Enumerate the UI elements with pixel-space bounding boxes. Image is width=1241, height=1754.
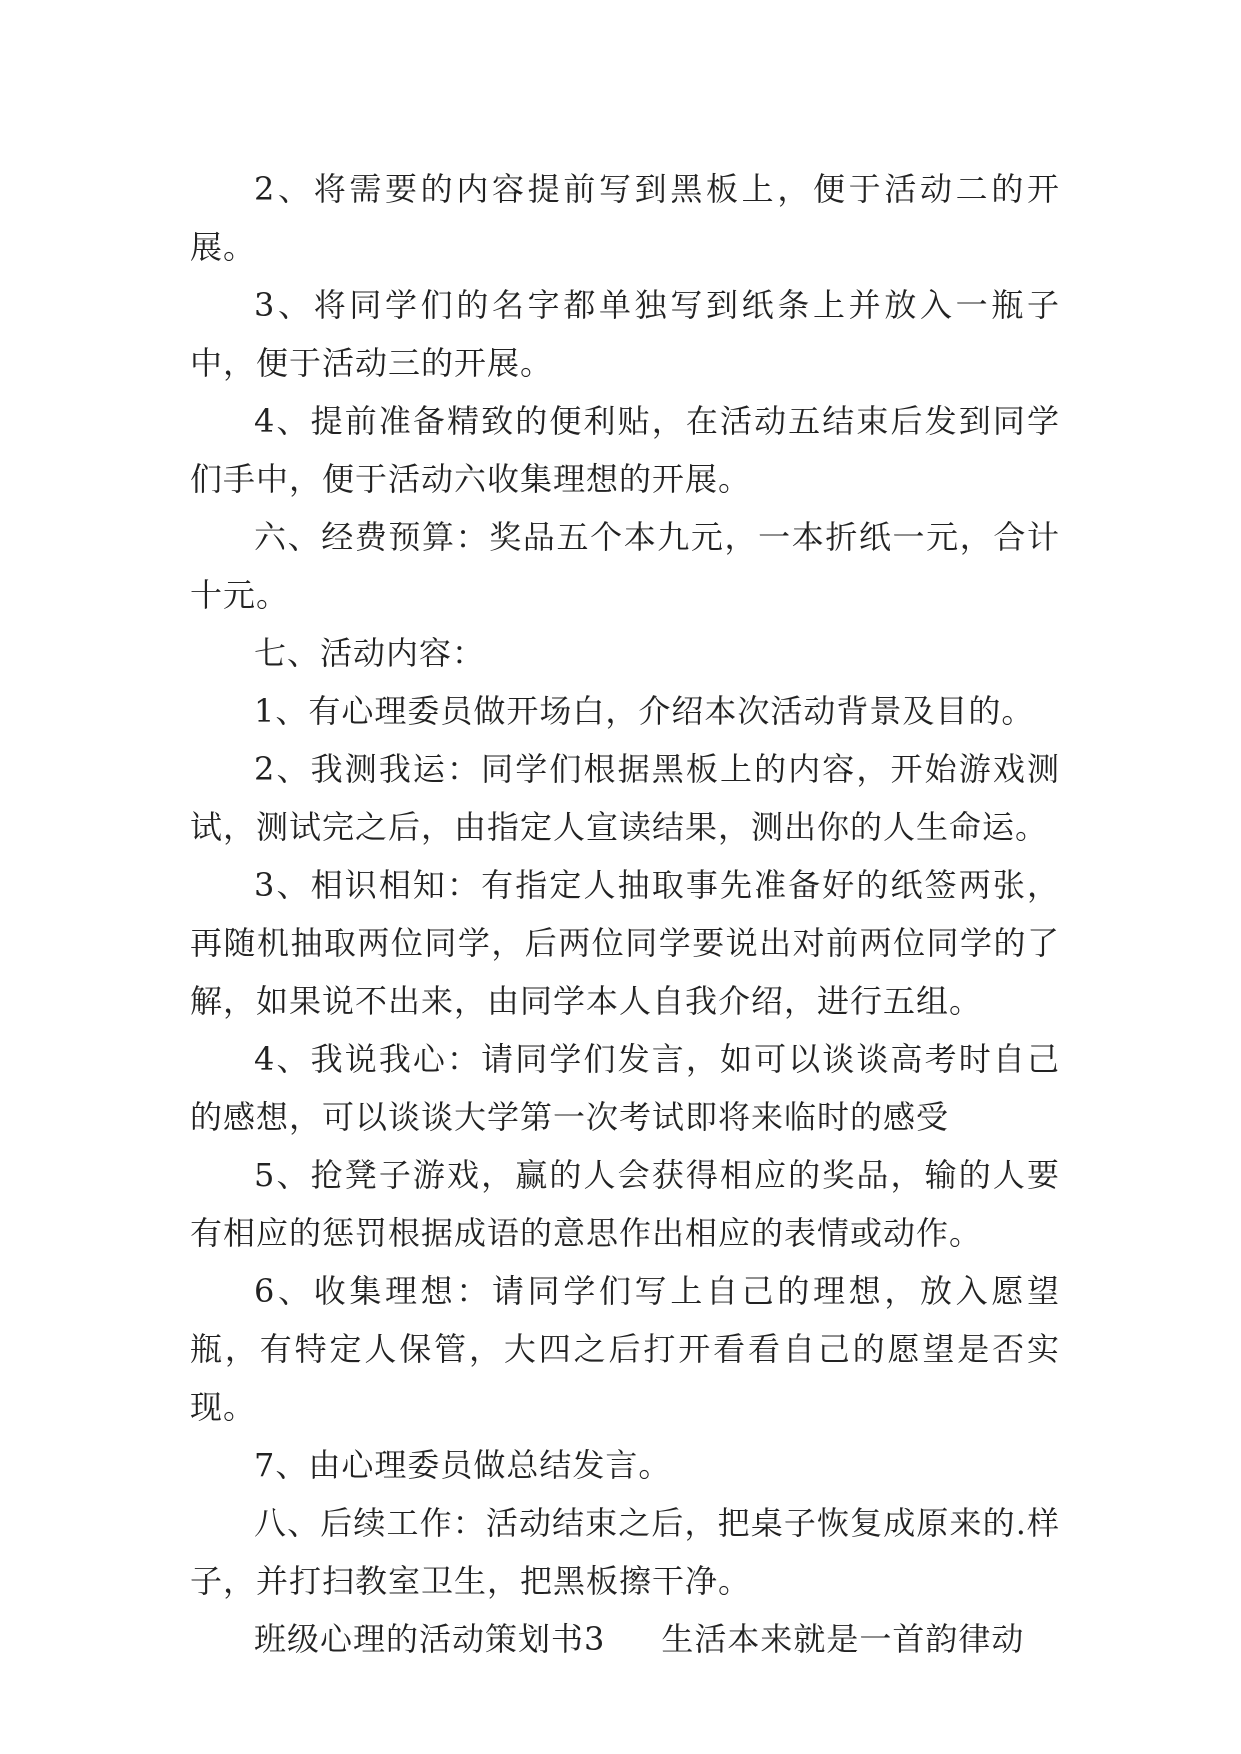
paragraph-budget: 六、经费预算：奖品五个本九元，一本折纸一元，合计十元。 bbox=[190, 518, 1060, 614]
paragraph-activity-1: 1、有心理委员做开场白，介绍本次活动背景及目的。 bbox=[254, 692, 1035, 730]
section-heading-activities: 七、活动内容： bbox=[254, 634, 486, 672]
paragraph-activity-7: 7、由心理委员做总结发言。 bbox=[254, 1446, 672, 1484]
next-section-heading: 班级心理的活动策划书3 bbox=[254, 1620, 606, 1658]
paragraph-next-section bbox=[190, 1610, 1060, 1668]
paragraph-activity-2: 2、我测我运：同学们根据黑板上的内容，开始游戏测试，测试完之后，由指定人宣读结果，测出你的人生命运。 bbox=[190, 750, 1060, 846]
paragraph-followup: 八、后续工作：活动结束之后，把桌子恢复成原来的.样子，并打扫教室卫生，把黑板擦干净。 bbox=[190, 1504, 1060, 1600]
next-section-text: 生活本来就是一首韵律动 bbox=[661, 1620, 1025, 1658]
paragraph-prep-2: 2、将需要的内容提前写到黑板上，便于活动二的开展。 bbox=[190, 170, 1060, 266]
paragraph-activity-3: 3、相识相知：有指定人抽取事先准备好的纸签两张，再随机抽取两位同学，后两位同学要说出对前两位同学的了解，如果说不出来，由同学本人自我介绍，进行五组。 bbox=[190, 866, 1060, 1020]
paragraph-activity-4: 4、我说我心：请同学们发言，如可以谈谈高考时自己的感想，可以谈谈大学第一次考试即将来临时的感受 bbox=[190, 1040, 1060, 1136]
document-body bbox=[190, 160, 1060, 1668]
paragraph-activity-6: 6、收集理想：请同学们写上自己的理想，放入愿望瓶，有特定人保管，大四之后打开看看自己的愿望是否实现。 bbox=[190, 1272, 1060, 1426]
paragraph-prep-4: 4、提前准备精致的便利贴，在活动五结束后发到同学们手中，便于活动六收集理想的开展。 bbox=[190, 402, 1060, 498]
paragraph-activity-5: 5、抢凳子游戏，赢的人会获得相应的奖品，输的人要有相应的惩罚根据成语的意思作出相应的表情或动作。 bbox=[190, 1156, 1060, 1252]
paragraph-prep-3: 3、将同学们的名字都单独写到纸条上并放入一瓶子中，便于活动三的开展。 bbox=[190, 286, 1060, 382]
